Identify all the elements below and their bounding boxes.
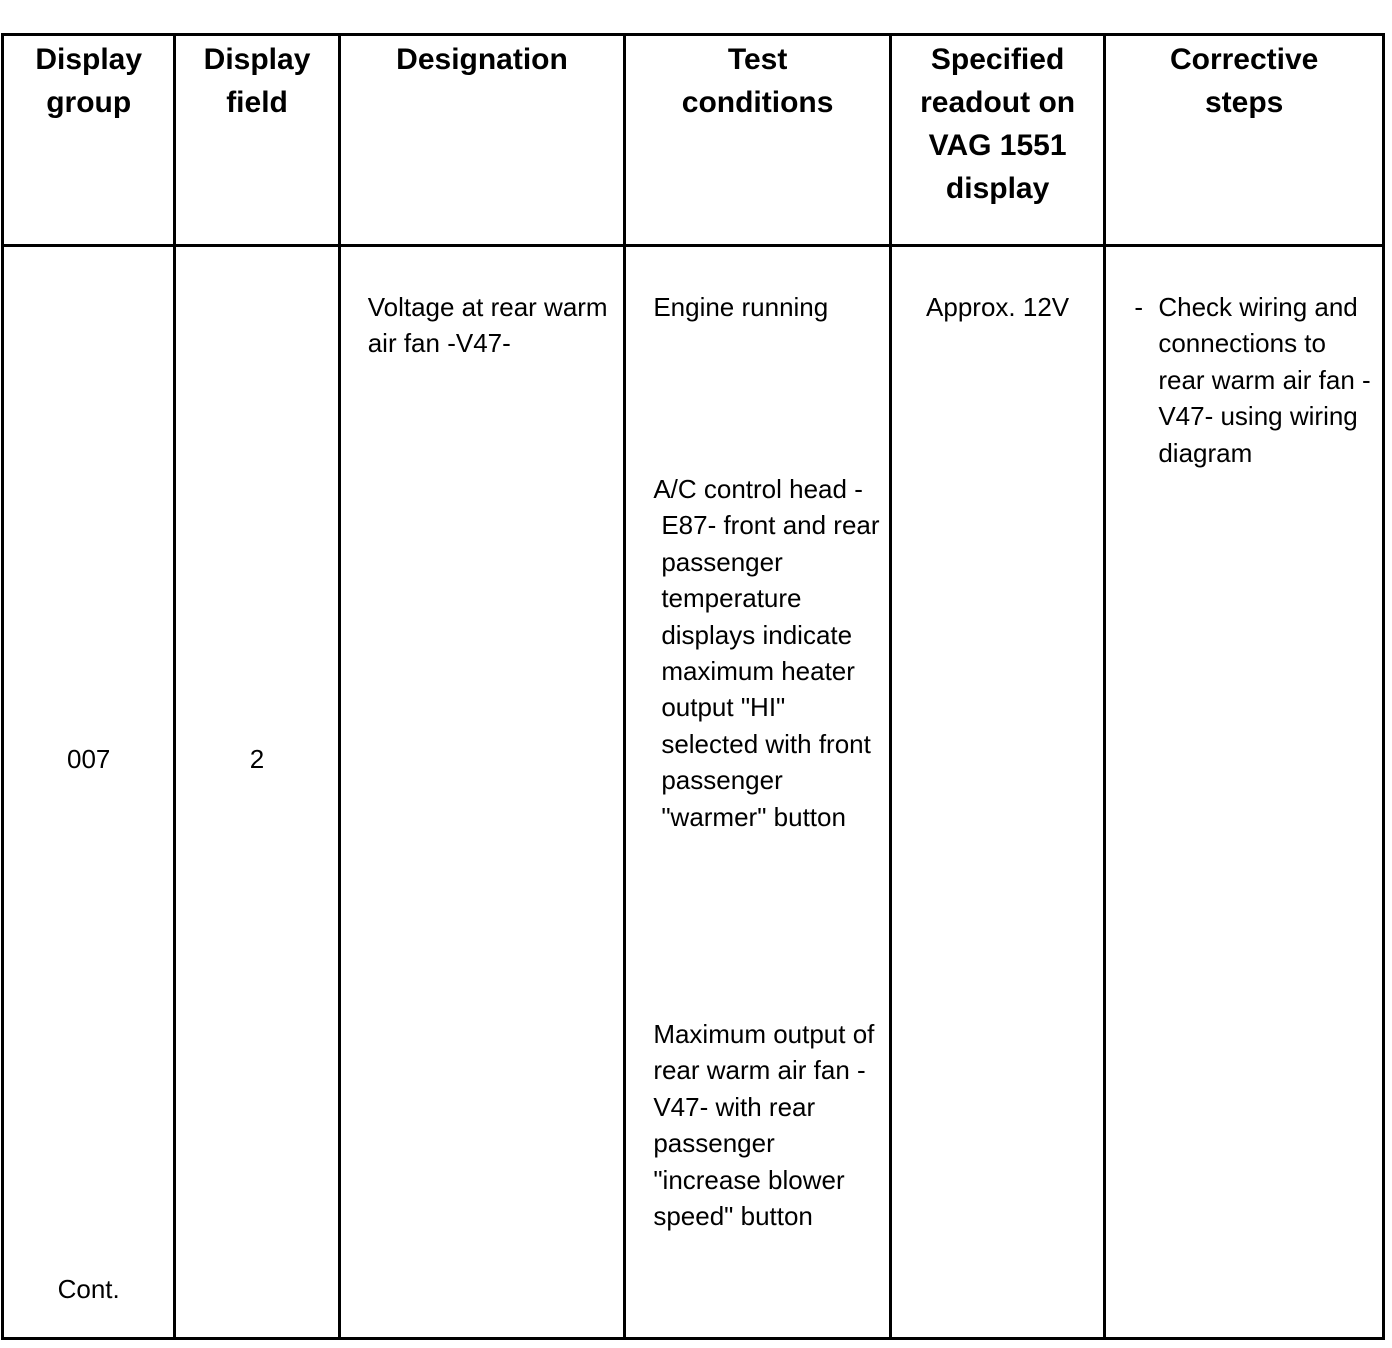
header-specified-readout [890,35,1104,246]
bullet-dash: - [1134,292,1143,322]
header-specified-readout-line: display [945,172,1050,205]
test-condition-3: Maximum output of rear warm air fan -V47- with rear passenger "increase blower speed" button [653,1019,875,1232]
table-row [3,246,1384,1339]
test-condition-2: A/C control head -E87- front and rear passenger temperature displays indicate maximum heater output "HI" selected with front passenger "warmer" button [653,474,880,832]
cell-specified-readout [890,246,1104,1339]
table-body [3,246,1384,1339]
cell-test-conditions [625,246,891,1339]
corrective-step-text: Check wiring and connections to rear warm air fan -V47- using wiring diagram [1158,292,1371,468]
test-condition-1: Engine running [653,292,829,322]
header-specified-readout-line: VAG 1551 [928,129,1067,162]
diagnostic-table [1,33,1385,1340]
cell-display-field [175,246,339,1339]
cell-display-group [3,246,175,1339]
header-test-conditions [625,35,891,246]
header-corrective-steps-line: steps [1204,86,1284,119]
corrective-step-item [1134,289,1376,471]
header-display-field-line: field [226,86,288,119]
header-display-field-line: Display [203,43,311,76]
header-row [3,35,1384,246]
header-corrective-steps [1105,35,1384,246]
header-designation-line: Designation [396,43,568,76]
specified-readout-value: Approx. 12V [926,292,1070,322]
cell-designation [339,246,625,1339]
header-display-group-line: group [46,86,132,119]
header-test-conditions-line: Test [727,43,788,76]
cell-corrective-steps [1105,246,1384,1339]
header-display-group-line: Display [35,43,143,76]
designation-text: Voltage at rear warm air fan -V47- [367,292,608,359]
header-corrective-steps-line: Corrective [1169,43,1319,76]
continuation-note: Cont. [57,1274,120,1304]
header-specified-readout-line: readout on [920,86,1076,119]
display-group-value: 007 [66,744,111,774]
header-test-conditions-line: conditions [681,86,834,119]
header-display-group [3,35,175,246]
display-field-value: 2 [249,744,265,774]
header-designation [339,35,625,246]
header-specified-readout-line: Specified [930,43,1065,76]
table-header [3,35,1384,246]
header-display-field [175,35,339,246]
